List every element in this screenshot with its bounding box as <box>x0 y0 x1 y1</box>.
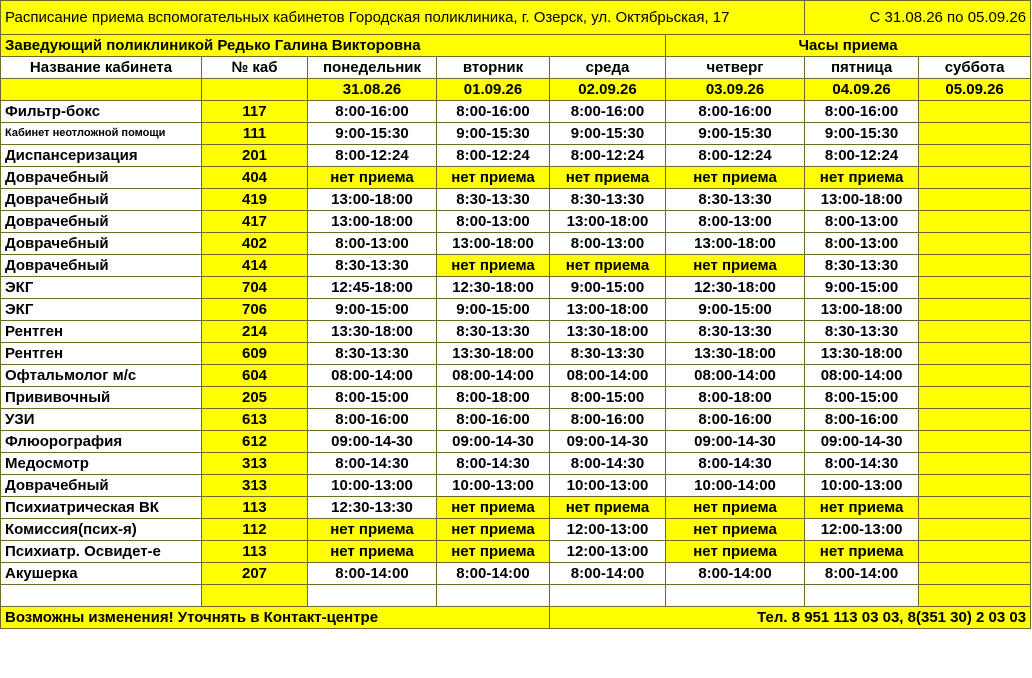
hours-cell: 8:00-12:24 <box>550 145 666 167</box>
hours-cell: нет приема <box>805 541 919 563</box>
hours-cell: 8:00-16:00 <box>437 409 550 431</box>
hours-cell: 8:00-13:00 <box>666 211 805 233</box>
room-number-cell: 111 <box>202 123 308 145</box>
room-name-cell: УЗИ <box>1 409 202 431</box>
column-header-day: суббота <box>919 57 1031 79</box>
room-number-cell: 706 <box>202 299 308 321</box>
hours-cell: 8:00-13:00 <box>805 233 919 255</box>
room-number-cell: 117 <box>202 101 308 123</box>
column-header-date: 02.09.26 <box>550 79 666 101</box>
room-name-cell: Доврачебный <box>1 189 202 211</box>
hours-cell <box>919 277 1031 299</box>
table-row <box>1 277 1031 299</box>
hours-cell: 9:00-15:30 <box>550 123 666 145</box>
hours-cell: 8:00-16:00 <box>666 409 805 431</box>
hours-cell: 12:30-18:00 <box>666 277 805 299</box>
hours-cell: 8:00-16:00 <box>550 101 666 123</box>
date-row-blank <box>202 79 308 101</box>
hours-cell: 12:00-13:00 <box>805 519 919 541</box>
hours-cell: 9:00-15:00 <box>805 277 919 299</box>
room-name-cell: Флюорография <box>1 431 202 453</box>
hours-cell: 12:30-18:00 <box>437 277 550 299</box>
hours-cell: нет приема <box>437 519 550 541</box>
hours-cell: 8:00-14:00 <box>805 563 919 585</box>
table-row <box>1 563 1031 585</box>
hours-cell: нет приема <box>805 497 919 519</box>
hours-cell: 8:00-14:00 <box>308 563 437 585</box>
schedule-rows <box>1 101 1031 607</box>
hours-cell: 8:00-12:24 <box>666 145 805 167</box>
hours-cell: 8:30-13:30 <box>308 343 437 365</box>
hours-cell: 8:00-14:00 <box>437 563 550 585</box>
room-name-cell: Доврачебный <box>1 475 202 497</box>
hours-cell: 12:30-13:30 <box>308 497 437 519</box>
room-name-cell: Кабинет неотложной помощи <box>1 123 202 145</box>
hours-cell <box>919 497 1031 519</box>
hours-cell: 8:00-14:00 <box>666 563 805 585</box>
hours-cell: 8:00-16:00 <box>308 409 437 431</box>
hours-cell <box>919 145 1031 167</box>
hours-cell: нет приема <box>666 167 805 189</box>
hours-cell: 8:30-13:30 <box>550 343 666 365</box>
hours-cell: 8:30-13:30 <box>805 255 919 277</box>
hours-cell: нет приема <box>308 519 437 541</box>
column-header-day: вторник <box>437 57 550 79</box>
hours-cell: 8:00-12:24 <box>308 145 437 167</box>
hours-cell <box>919 233 1031 255</box>
hours-cell: 12:00-13:00 <box>550 541 666 563</box>
room-name-cell: Акушерка <box>1 563 202 585</box>
table-row <box>1 167 1031 189</box>
hours-cell <box>919 123 1031 145</box>
hours-cell: нет приема <box>437 497 550 519</box>
room-name-cell: ЭКГ <box>1 277 202 299</box>
hours-cell <box>919 189 1031 211</box>
hours-cell: 8:00-16:00 <box>550 409 666 431</box>
column-header-day: четверг <box>666 57 805 79</box>
hours-cell: 13:00-18:00 <box>550 299 666 321</box>
table-row <box>1 585 1031 607</box>
hours-cell: 13:30-18:00 <box>437 343 550 365</box>
room-number-cell: 113 <box>202 541 308 563</box>
table-row <box>1 431 1031 453</box>
hours-cell: 8:00-14:30 <box>308 453 437 475</box>
hours-cell: 8:30-13:30 <box>805 321 919 343</box>
room-name-cell: Прививочный <box>1 387 202 409</box>
hours-cell: нет приема <box>308 541 437 563</box>
hours-cell <box>308 585 437 607</box>
hours-cell: 13:30-18:00 <box>550 321 666 343</box>
hours-cell: 13:00-18:00 <box>805 299 919 321</box>
room-number-cell: 417 <box>202 211 308 233</box>
table-row <box>1 189 1031 211</box>
column-header-room: № каб <box>202 57 308 79</box>
table-row <box>1 123 1031 145</box>
column-header-date: 05.09.26 <box>919 79 1031 101</box>
hours-cell <box>666 585 805 607</box>
hours-cell: 09:00-14-30 <box>308 431 437 453</box>
hours-cell: 10:00-13:00 <box>805 475 919 497</box>
hours-cell <box>550 585 666 607</box>
schedule-title: Расписание приема вспомогательных кабинетов Городская поликлиника, г. Озерск, ул. Октябрьская, 17 <box>1 1 805 35</box>
hours-cell: 8:00-14:30 <box>805 453 919 475</box>
table-row <box>1 211 1031 233</box>
hours-cell: 8:30-13:30 <box>308 255 437 277</box>
hours-cell: 10:00-13:00 <box>550 475 666 497</box>
hours-cell: 8:00-14:30 <box>666 453 805 475</box>
hours-cell: нет приема <box>805 167 919 189</box>
head-doctor: Заведующий поликлиникой Редько Галина Викторовна <box>1 35 666 57</box>
hours-cell: 09:00-14-30 <box>666 431 805 453</box>
hours-cell <box>919 585 1031 607</box>
hours-cell: 8:00-12:24 <box>437 145 550 167</box>
hours-cell: 9:00-15:00 <box>308 299 437 321</box>
hours-cell <box>919 167 1031 189</box>
room-number-cell: 604 <box>202 365 308 387</box>
hours-cell: 08:00-14:00 <box>308 365 437 387</box>
room-name-cell: Доврачебный <box>1 167 202 189</box>
hours-cell: 8:00-16:00 <box>805 101 919 123</box>
hours-cell: 09:00-14-30 <box>550 431 666 453</box>
hours-cell: нет приема <box>308 167 437 189</box>
room-number-cell: 214 <box>202 321 308 343</box>
table-row <box>1 453 1031 475</box>
hours-cell: нет приема <box>550 167 666 189</box>
table-row <box>1 541 1031 563</box>
room-name-cell: ЭКГ <box>1 299 202 321</box>
table-row <box>1 519 1031 541</box>
hours-cell: 8:00-18:00 <box>437 387 550 409</box>
table-row <box>1 387 1031 409</box>
room-number-cell: 402 <box>202 233 308 255</box>
table-row <box>1 255 1031 277</box>
hours-cell <box>919 409 1031 431</box>
room-number-cell: 609 <box>202 343 308 365</box>
room-name-cell: Рентген <box>1 321 202 343</box>
footer-phone: Тел. 8 951 113 03 03, 8(351 30) 2 03 03 <box>550 607 1031 629</box>
hours-cell <box>919 101 1031 123</box>
hours-cell: 8:00-16:00 <box>666 101 805 123</box>
column-header-day: понедельник <box>308 57 437 79</box>
hours-cell <box>919 299 1031 321</box>
hours-cell: 13:30-18:00 <box>666 343 805 365</box>
room-number-cell: 313 <box>202 475 308 497</box>
hours-cell: 12:45-18:00 <box>308 277 437 299</box>
table-row <box>1 497 1031 519</box>
hours-cell: 13:30-18:00 <box>805 343 919 365</box>
hours-cell <box>919 519 1031 541</box>
hours-cell <box>919 431 1031 453</box>
hours-cell: 8:00-16:00 <box>437 101 550 123</box>
column-header-name: Название кабинета <box>1 57 202 79</box>
room-name-cell: Доврачебный <box>1 211 202 233</box>
hours-cell: 13:00-18:00 <box>550 211 666 233</box>
hours-cell: 12:00-13:00 <box>550 519 666 541</box>
column-header-day: среда <box>550 57 666 79</box>
hours-cell: 8:00-13:00 <box>308 233 437 255</box>
hours-cell: нет приема <box>550 255 666 277</box>
hours-cell: 8:00-14:30 <box>550 453 666 475</box>
table-row <box>1 365 1031 387</box>
hours-cell: 8:00-12:24 <box>805 145 919 167</box>
hours-cell: нет приема <box>666 497 805 519</box>
hours-cell: 8:00-15:00 <box>308 387 437 409</box>
hours-cell: 9:00-15:30 <box>805 123 919 145</box>
hours-cell <box>919 255 1031 277</box>
room-name-cell: Доврачебный <box>1 255 202 277</box>
hours-cell: 08:00-14:00 <box>805 365 919 387</box>
hours-cell: 8:00-14:30 <box>437 453 550 475</box>
room-name-cell: Доврачебный <box>1 233 202 255</box>
room-name-cell: Диспансеризация <box>1 145 202 167</box>
table-row <box>1 101 1031 123</box>
hours-cell: 09:00-14-30 <box>805 431 919 453</box>
table-row <box>1 145 1031 167</box>
hours-cell: нет приема <box>437 167 550 189</box>
room-name-cell: Психиатр. Освидет-е <box>1 541 202 563</box>
room-number-cell <box>202 585 308 607</box>
hours-cell: 8:00-18:00 <box>666 387 805 409</box>
hours-cell: нет приема <box>666 541 805 563</box>
hours-cell: 8:00-13:00 <box>805 211 919 233</box>
date-row-blank <box>1 79 202 101</box>
hours-cell: 08:00-14:00 <box>666 365 805 387</box>
room-name-cell: Фильтр-бокс <box>1 101 202 123</box>
hours-cell: 13:30-18:00 <box>308 321 437 343</box>
hours-cell: 8:00-16:00 <box>308 101 437 123</box>
column-header-day: пятница <box>805 57 919 79</box>
hours-cell <box>437 585 550 607</box>
hours-cell: 13:00-18:00 <box>666 233 805 255</box>
hours-cell: 9:00-15:00 <box>666 299 805 321</box>
table-row <box>1 321 1031 343</box>
table-row <box>1 299 1031 321</box>
hours-cell: 8:30-13:30 <box>550 189 666 211</box>
room-number-cell: 113 <box>202 497 308 519</box>
room-number-cell: 613 <box>202 409 308 431</box>
hours-cell: 8:00-15:00 <box>805 387 919 409</box>
room-number-cell: 207 <box>202 563 308 585</box>
footer-notice: Возможны изменения! Уточнять в Контакт-центре <box>1 607 550 629</box>
room-name-cell: Комиссия(псих-я) <box>1 519 202 541</box>
hours-cell <box>919 365 1031 387</box>
hours-cell: нет приема <box>437 541 550 563</box>
room-number-cell: 313 <box>202 453 308 475</box>
hours-cell <box>919 475 1031 497</box>
hours-cell: 8:30-13:30 <box>666 189 805 211</box>
hours-cell: нет приема <box>666 255 805 277</box>
hours-cell <box>805 585 919 607</box>
room-number-cell: 612 <box>202 431 308 453</box>
column-header-date: 04.09.26 <box>805 79 919 101</box>
hours-cell: 8:00-14:00 <box>550 563 666 585</box>
hours-cell <box>919 211 1031 233</box>
hours-cell: 9:00-15:30 <box>666 123 805 145</box>
table-row <box>1 233 1031 255</box>
hours-cell <box>919 453 1031 475</box>
table-row <box>1 409 1031 431</box>
hours-cell: 9:00-15:00 <box>550 277 666 299</box>
hours-cell: 8:00-16:00 <box>805 409 919 431</box>
hours-cell: 09:00-14-30 <box>437 431 550 453</box>
hours-cell: 10:00-13:00 <box>437 475 550 497</box>
room-number-cell: 201 <box>202 145 308 167</box>
hours-cell: 10:00-14:00 <box>666 475 805 497</box>
column-header-date: 01.09.26 <box>437 79 550 101</box>
hours-cell: нет приема <box>437 255 550 277</box>
room-number-cell: 414 <box>202 255 308 277</box>
room-name-cell: Медосмотр <box>1 453 202 475</box>
hours-cell: 13:00-18:00 <box>437 233 550 255</box>
hours-cell: 8:30-13:30 <box>437 189 550 211</box>
column-header-date: 03.09.26 <box>666 79 805 101</box>
hours-cell <box>919 563 1031 585</box>
table-row <box>1 475 1031 497</box>
room-name-cell: Психиатрическая ВК <box>1 497 202 519</box>
room-number-cell: 704 <box>202 277 308 299</box>
hours-cell: 8:00-13:00 <box>437 211 550 233</box>
hours-cell: 8:30-13:30 <box>437 321 550 343</box>
hours-cell <box>919 321 1031 343</box>
hours-cell <box>919 343 1031 365</box>
schedule-period: С 31.08.26 по 05.09.26 <box>805 1 1031 35</box>
hours-cell: 13:00-18:00 <box>805 189 919 211</box>
hours-cell: 8:30-13:30 <box>666 321 805 343</box>
room-number-cell: 404 <box>202 167 308 189</box>
room-name-cell: Офтальмолог м/с <box>1 365 202 387</box>
column-header-date: 31.08.26 <box>308 79 437 101</box>
hours-cell: 13:00-18:00 <box>308 189 437 211</box>
hours-cell <box>919 541 1031 563</box>
hours-label: Часы приема <box>666 35 1031 57</box>
hours-cell: 9:00-15:30 <box>437 123 550 145</box>
hours-cell: 10:00-13:00 <box>308 475 437 497</box>
room-number-cell: 419 <box>202 189 308 211</box>
hours-cell: 9:00-15:00 <box>437 299 550 321</box>
hours-cell: 8:00-15:00 <box>550 387 666 409</box>
table-row <box>1 343 1031 365</box>
hours-cell: нет приема <box>550 497 666 519</box>
room-number-cell: 112 <box>202 519 308 541</box>
hours-cell: нет приема <box>666 519 805 541</box>
hours-cell <box>919 387 1031 409</box>
hours-cell: 08:00-14:00 <box>550 365 666 387</box>
room-name-cell: Рентген <box>1 343 202 365</box>
hours-cell: 9:00-15:30 <box>308 123 437 145</box>
hours-cell: 13:00-18:00 <box>308 211 437 233</box>
hours-cell: 8:00-13:00 <box>550 233 666 255</box>
room-name-cell <box>1 585 202 607</box>
hours-cell: 08:00-14:00 <box>437 365 550 387</box>
room-number-cell: 205 <box>202 387 308 409</box>
